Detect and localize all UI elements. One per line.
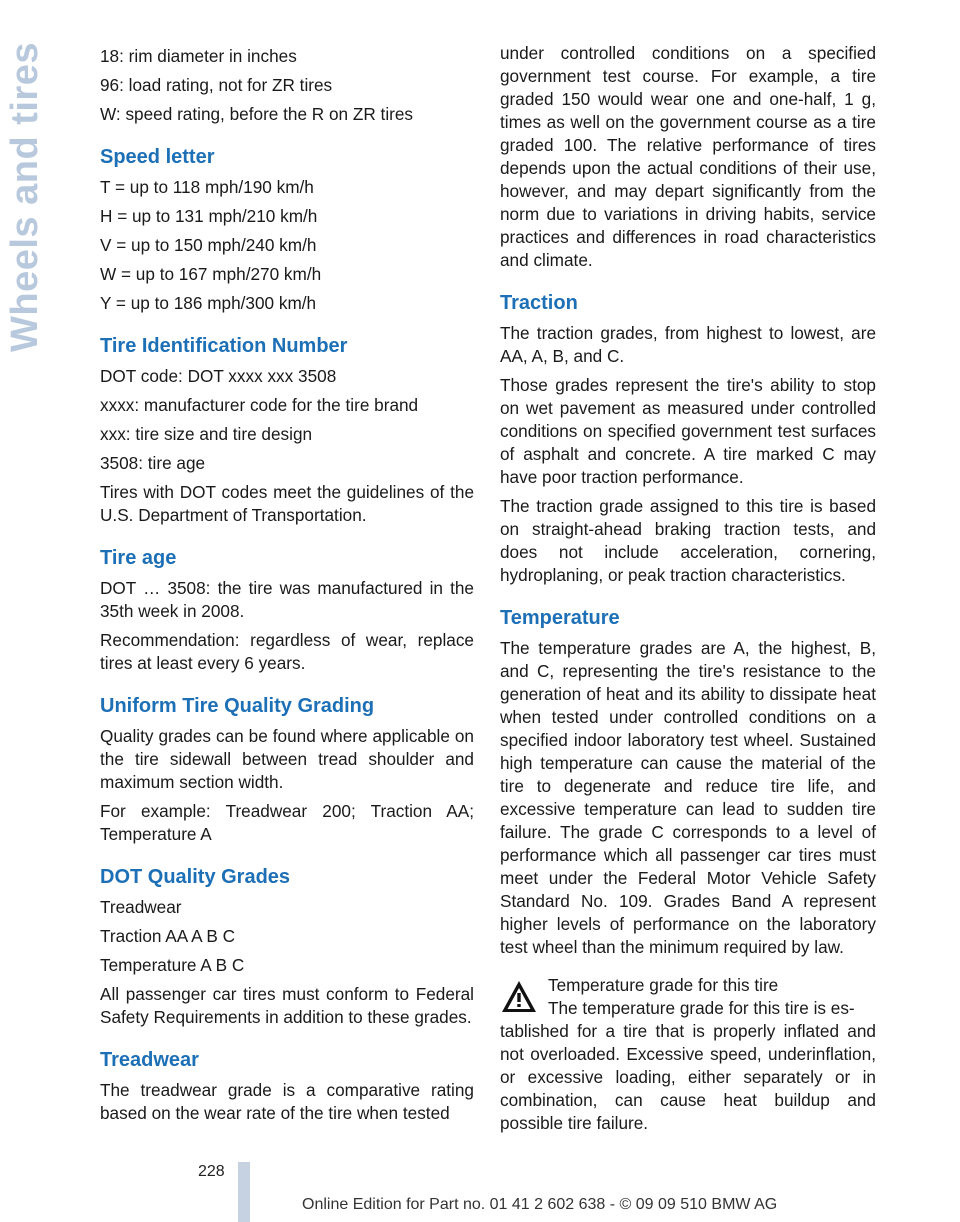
footer-bar bbox=[238, 1162, 250, 1222]
utqg-paragraph: For example: Treadwear 200; Traction AA; Temperature A bbox=[100, 801, 474, 844]
speed-line: T = up to 118 mph/190 km/h bbox=[100, 177, 314, 197]
heading-tire-age: Tire age bbox=[100, 547, 177, 569]
warning-title: Temperature grade for this tire bbox=[548, 975, 779, 995]
tin-line: 3508: tire age bbox=[100, 453, 206, 473]
right-column bbox=[500, 42, 876, 1135]
tire-age-paragraph: Recommendation: regardless of wear, replace tires at least every 6 years. bbox=[100, 630, 474, 673]
heading-temperature: Temperature bbox=[500, 607, 620, 629]
intro-line: 96: load rating, not for ZR tires bbox=[100, 75, 333, 95]
speed-line: W = up to 167 mph/270 km/h bbox=[100, 264, 322, 284]
tin-paragraph: Tires with DOT codes meet the guidelines of the U.S. Department of Transportation. bbox=[100, 482, 474, 525]
treadwear-paragraph: The treadwear grade is a comparative rating based on the wear rate of the tire when tested bbox=[100, 1080, 474, 1123]
tin-line: DOT code: DOT xxxx xxx 3508 bbox=[100, 366, 337, 386]
page-number: 228 bbox=[198, 1163, 225, 1180]
heading-traction: Traction bbox=[500, 292, 578, 314]
traction-paragraph: The traction grades, from highest to lowest, are AA, A, B, and C. bbox=[500, 323, 876, 366]
traction-paragraph: The traction grade assigned to this tire is based on straight-ahead braking traction tests, and does not include acceleration, cornering, hydroplaning, or peak traction characteristics. bbox=[500, 496, 876, 585]
online-edition-footer: Online Edition for Part no. 01 41 2 602 638 - © 09 09 510 BMW AG bbox=[302, 1196, 778, 1213]
warning-note bbox=[500, 974, 876, 1135]
left-column bbox=[100, 42, 474, 1128]
traction-paragraph: Those grades represent the tire's ability to stop on wet pavement as measured under controlled conditions on specified government test surfaces of asphalt and concrete. A tire marked C may have poor traction performance. bbox=[500, 375, 876, 487]
intro-line: 18: rim diameter in inches bbox=[100, 46, 297, 66]
warning-body: tablished for a tire that is properly inflated and not overloaded. Excessive speed, underinflation, or excessive loading, either separately or in combination, can cause heat buildup and possible tire failure. bbox=[500, 1021, 876, 1133]
tire-age-paragraph: DOT … 3508: the tire was manufactured in the 35th week in 2008. bbox=[100, 578, 474, 621]
intro-line: W: speed rating, before the R on ZR tires bbox=[100, 104, 414, 124]
tin-line: xxx: tire size and tire design bbox=[100, 424, 313, 444]
utqg-paragraph: Quality grades can be found where applicable on the tire sidewall between tread shoulder and maximum section width. bbox=[100, 726, 474, 792]
dot-grades-paragraph: All passenger car tires must conform to Federal Safety Requirements in addition to these grades. bbox=[100, 984, 474, 1027]
warning-triangle-icon bbox=[500, 978, 538, 1016]
speed-line: Y = up to 186 mph/300 km/h bbox=[100, 293, 317, 313]
grade-line: Temperature A B C bbox=[100, 955, 245, 975]
tin-line: xxxx: manufacturer code for the tire brand bbox=[100, 395, 419, 415]
speed-line: V = up to 150 mph/240 km/h bbox=[100, 235, 317, 255]
heading-utqg: Uniform Tire Quality Grading bbox=[100, 695, 375, 717]
side-tab-label: Wheels and tires bbox=[4, 42, 46, 352]
warning-lead: The temperature grade for this tire is es- bbox=[548, 998, 855, 1018]
speed-line: H = up to 131 mph/210 km/h bbox=[100, 206, 318, 226]
grade-line: Treadwear bbox=[100, 897, 182, 917]
treadwear-continued-paragraph: under controlled conditions on a specified government test course. For example, a tire graded 150 would wear one and one-half, 1 g, times as well on the government course as a tire graded 100. The relative performance of tires depends upon the actual conditions of their use, however, and may depart significantly from the norm due to variations in driving habits, service practices and differences in road characteristics and climate. bbox=[500, 43, 876, 270]
heading-dot-quality-grades: DOT Quality Grades bbox=[100, 866, 291, 888]
heading-tire-identification: Tire Identification Number bbox=[100, 335, 348, 357]
heading-speed-letter: Speed letter bbox=[100, 146, 215, 168]
side-tab bbox=[0, 0, 62, 360]
heading-treadwear: Treadwear bbox=[100, 1049, 199, 1071]
temperature-paragraph: The temperature grades are A, the highest, B, and C, representing the tire's resistance to the generation of heat and its ability to dissipate heat when tested under controlled conditions on a specified indoor laboratory test wheel. Sustained high temperature can cause the material of the tire to degenerate and reduce tire life, and excessive temperature can lead to sudden tire failure. The grade C corresponds to a level of performance which all passenger car tires must meet under the Federal Motor Vehicle Safety Standard No. 109. Grades Band A represent higher levels of performance on the laboratory test wheel than the minimum required by law. bbox=[500, 638, 876, 957]
grade-line: Traction AA A B C bbox=[100, 926, 236, 946]
